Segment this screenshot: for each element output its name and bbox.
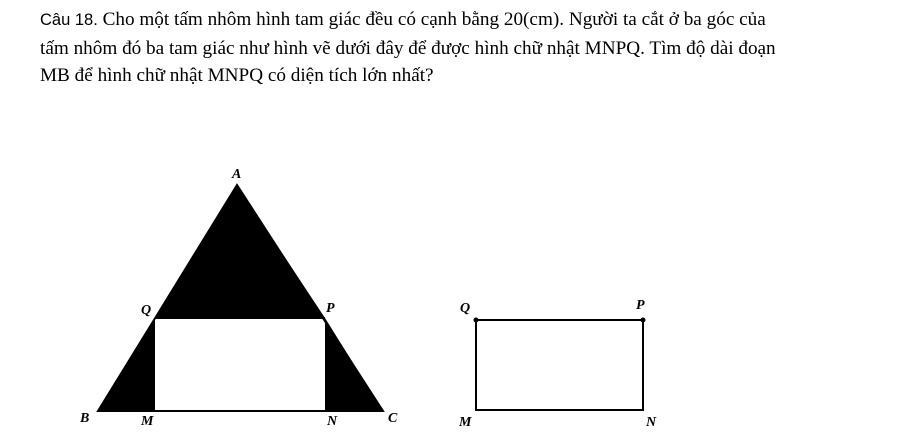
vertex-q-dot	[474, 318, 479, 323]
label-a: A	[232, 167, 242, 182]
label-m-rectangle: M	[459, 415, 472, 430]
label-m-triangle: M	[141, 414, 154, 429]
label-n-triangle: N	[327, 414, 338, 429]
problem-line-1: Câu 18. Cho một tấm nhôm hình tam giác đều có cạnh bằng 20(cm). Người ta cắt ở ba góc của	[40, 9, 766, 30]
triangle-figure	[79, 167, 398, 429]
label-q-rectangle: Q	[460, 301, 471, 316]
problem-line-3: MB để hình chữ nhật MNPQ có diện tích lớn nhất?	[40, 65, 434, 86]
rectangle-mnpq	[476, 320, 643, 410]
label-c: C	[388, 411, 398, 426]
rectangle-figure	[458, 298, 657, 430]
question-label: Câu 18.	[40, 11, 98, 29]
problem-line-2: tấm nhôm đó ba tam giác như hình vẽ dưới đây để được hình chữ nhật MNPQ. Tìm độ dài đoạn	[40, 37, 776, 59]
rectangle-mnpq-inscribed	[157, 320, 323, 410]
label-b: B	[80, 411, 90, 426]
label-p-triangle: P	[326, 301, 335, 316]
label-p-rectangle: P	[636, 298, 645, 313]
label-q-triangle: Q	[141, 303, 152, 318]
label-n-rectangle: N	[646, 415, 657, 430]
vertex-p-dot	[641, 318, 646, 323]
corner-triangle-top	[155, 185, 325, 318]
